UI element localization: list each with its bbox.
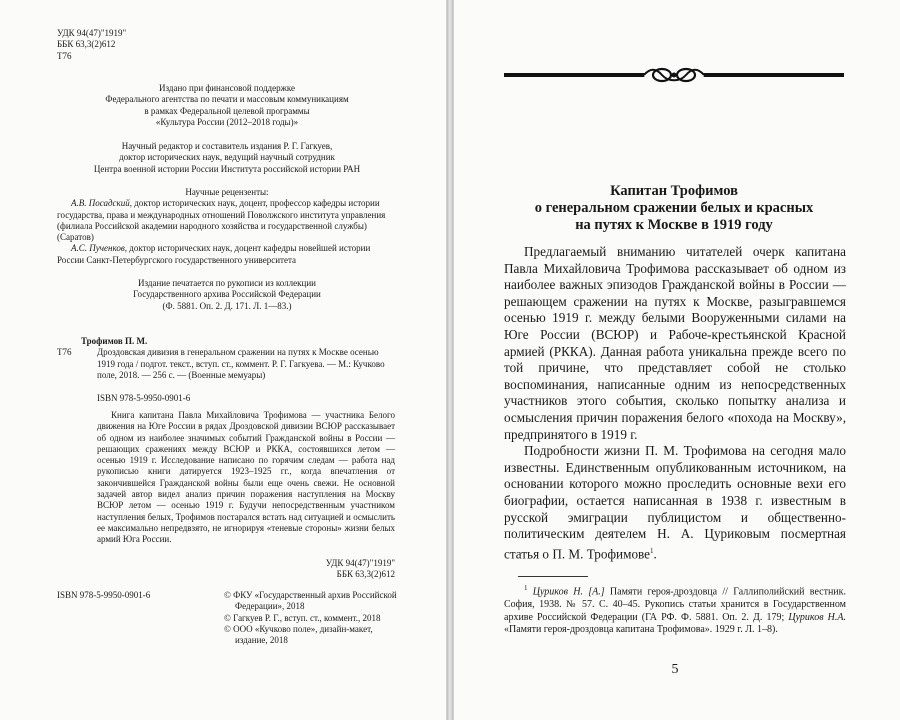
footnote-ref[interactable]: 1 [650, 546, 654, 555]
funding-line: «Культура России (2012–2018 годы)» [155, 116, 299, 127]
udk-block-bottom [300, 558, 395, 581]
editor-line: доктор исторических наук, ведущий научный сотрудник [119, 152, 335, 163]
reviewer-1-text: , доктор исторических наук, доцент, профессор кафедры истории государства, права и международных отношений Поволжского института управления (филиала Российской академии народного хозяйства и государственной службы) (Саратов) [57, 198, 386, 243]
editor-note [57, 141, 397, 175]
paragraph-2 [504, 443, 846, 563]
funding-line: Издано при финансовой поддержке [158, 83, 295, 93]
reviewers-block [57, 187, 397, 266]
reviewers-title: Научные рецензенты: [185, 187, 269, 197]
footnote-divider [518, 576, 588, 577]
udk-code: УДК 94(47)"1919" [57, 28, 127, 38]
funding-line: Федерального агентства по печати и массовым коммуникациям [105, 94, 349, 105]
copyright-line: © ФКУ «Государственный архив Российской Федерации», 2018 [224, 590, 397, 612]
catalog-author: Трофимов П. М. [81, 336, 148, 346]
udk-code: УДК 94(47)"1919" [325, 558, 395, 568]
bbk-code: ББК 63,3(2)612 [57, 39, 116, 50]
print-note-line: (Ф. 5881. Оп. 2. Д. 171. Л. 1—83.) [162, 300, 292, 311]
funding-note [57, 83, 397, 128]
paragraph-2-end: . [653, 546, 657, 562]
copyright-line: © ООО «Кучково поле», дизайн-макет, издание, 2018 [224, 623, 373, 646]
editor-line: Центра военной истории России Института российской истории РАН [93, 163, 361, 174]
editor-line: Научный редактор и составитель издания Р. Г. Гагкуев, [121, 141, 333, 151]
abstract-text: Книга капитана Павла Михайловича Трофимова — участника Белого движения на Юге России в рядах Дроздовской дивизии ВСЮР рассказывает об одном из наиболее значимых событий Гражданской войны в России — решающих сражениях между ВСЮР и РККА, состоявшихся летом — осенью 1919 г. Исследование написано по горячим следам — работа над рукописью книги датируется 1923–1925 гг., когда впечатления от закончившейся Гражданской войны были еще очень свежи. Не основной задачей автор видел анализ причин поражения наступления на Москву ВСЮР летом — осенью 1919 г. Будучи непосредственным участником наступления белых, Трофимов постарался встать над ситуацией и осмыслить ее максимально непредвзято, не игнорируя «теневые стороны» жизни белых армий Юга России. [97, 410, 395, 545]
bbk-code: ББК 63,3(2)612 [336, 569, 395, 580]
author-sign: Т76 [57, 50, 72, 61]
footnote [504, 582, 846, 637]
copyright-line: © Гагкуев Р. Г., вступ. ст., коммент., 2018 [224, 612, 381, 623]
reviewer-2-text: , доктор исторических наук, доцент кафедры новейшей истории России Санкт-Петербургского государственного университета [57, 243, 371, 265]
footnote-author-2: Цуриков Н.А. [788, 611, 846, 623]
footnote-author-1: Цуриков Н. [А.] [532, 586, 605, 598]
catalog-description: Дроздовская дивизия в генеральном сражении на путях к Москве осенью 1919 года / подгот. текст., вступ. ст., коммент. Р. Г. Гагкуева. — М.: Кучково поле, 2018. — 256 с. — (Военные мемуары) [97, 347, 385, 380]
isbn-bottom: ISBN 978-5-9950-0901-6 [57, 590, 151, 600]
catalog-card [57, 336, 395, 381]
reviewer-1 [57, 198, 397, 243]
catalog-code: Т76 [57, 347, 72, 358]
left-page [0, 0, 447, 720]
print-note-line: Государственного архива Российской Федерации [133, 289, 321, 300]
funding-line: в рамках Федеральной целевой программы [144, 105, 310, 116]
reviewer-1-name: А.В. Посадский [71, 198, 130, 209]
chapter-body [504, 244, 846, 563]
reviewer-2-name: А.С. Пученков [71, 243, 125, 254]
copyright-block [224, 590, 399, 646]
udk-block [57, 28, 126, 62]
chapter-title [504, 183, 844, 234]
print-note [57, 278, 397, 312]
print-note-line: Издание печатается по рукописи из коллекции [138, 278, 316, 288]
page-number: 5 [671, 662, 679, 677]
chapter-title-line: на путях к Москве в 1919 году [575, 217, 773, 233]
reviewer-2 [57, 243, 397, 266]
paragraph-2-text: Подробности жизни П. М. Трофимова на сегодня мало известны. Единственным опубликованным источником, на основании которого можно проследить основные вехи его биографии, остается написанная в 1938 г. известным в русской эмиграции публицистом и общественно-политическим деятелем Н. А. Цуриковым посмертная статья о П. М. Трофимове [504, 443, 846, 562]
footnote-mark: 1 [524, 584, 528, 592]
footnote-text-2: «Памяти героя-дроздовца капитана Трофимова». 1929 г. Л. 1–8). [504, 624, 778, 636]
isbn: ISBN 978-5-9950-0901-6 [97, 393, 191, 403]
ornament-divider-icon [504, 64, 844, 86]
paragraph-1: Предлагаемый вниманию читателей очерк капитана Павла Михайловича Трофимова рассказывает об одном из наиболее важных эпизодов Гражданской войны в России — решающем сражении на путях к Москве, разыгравшемся осенью 1919 г. между белыми Вооруженными силами на Юге России (ВСЮР) и Рабоче-крестьянской Красной армией (РККА). Данная работа уникальна прежде всего по той причине, что представляет собой не столько воспоминания, написанные одним из непосредственных участников этого события, сколько попытку анализа и осмысления причин поражения белого «похода на Москву», предпринятого в 1919 г. [504, 244, 846, 442]
right-page [453, 0, 900, 720]
chapter-title-line: о генеральном сражении белых и красных [534, 200, 814, 216]
footnote-text-1: Памяти героя-дроздовца // Галлиполийский вестник. София, 1938. № 57. С. 40–45. Рукопись статьи хранится в Государственном архиве Российской Федерации (ГА РФ. Ф. 5881. Оп. 2. Д. 179; [504, 586, 847, 623]
chapter-title-line: Капитан Трофимов [610, 183, 738, 199]
